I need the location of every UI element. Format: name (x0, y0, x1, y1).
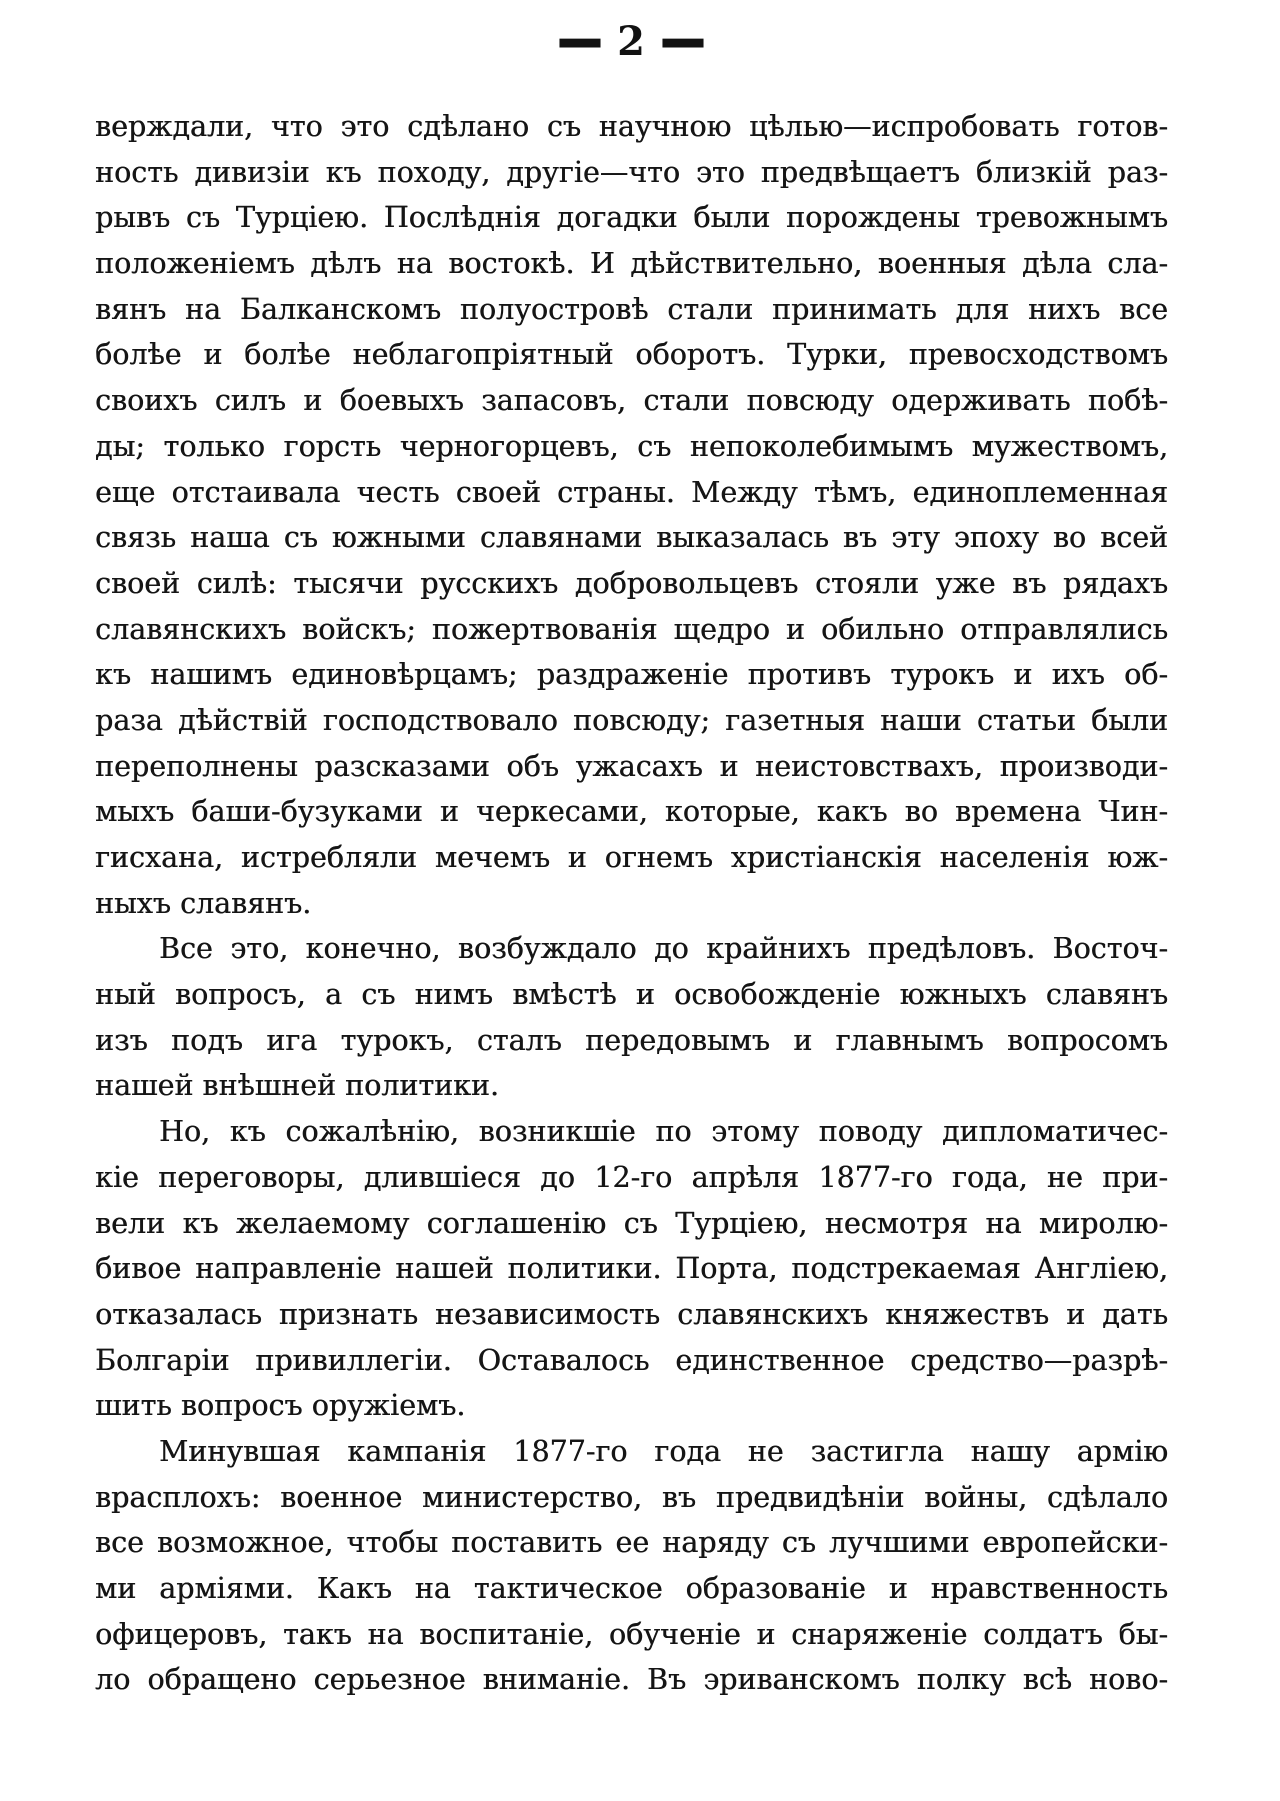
text-line: раза дѣйствій господствовало повсюду; газетныя наши статьи были (95, 703, 1168, 737)
text-line: кіе переговоры, длившіеся до 12-го апрѣля 1877-го года, не при- (95, 1160, 1168, 1194)
text-line: ныхъ славянъ. (95, 886, 312, 920)
text-line: врасплохъ: военное министерство, въ предвидѣніи войны, сдѣлало (95, 1480, 1168, 1514)
text-line: къ нашимъ единовѣрцамъ; раздраженіе противъ турокъ и ихъ об- (95, 658, 1168, 692)
page-header (95, 0, 1168, 83)
header-rule-left: — (557, 0, 604, 83)
text-line: ность дивизіи къ походу, другіе—что это предвѣщаетъ близкій раз- (95, 155, 1168, 189)
text-line: отказалась признать независимость славянскихъ княжествъ и дать (95, 1297, 1168, 1331)
text-line: Все это, конечно, возбуждало до крайнихъ предѣловъ. Восточ- (159, 932, 1168, 966)
page-number: 2 (617, 18, 646, 65)
text-line: еще отстаивала честь своей страны. Между тѣмъ, единоплеменная (95, 475, 1168, 509)
text-line: изъ подъ ига турокъ, сталъ передовымъ и главнымъ вопросомъ (95, 1023, 1168, 1057)
text-line: нашей внѣшней политики. (95, 1069, 499, 1103)
text-line: переполнены разсказами объ ужасахъ и неистовствахъ, производи- (95, 749, 1168, 783)
text-line: ми арміями. Какъ на тактическое образованіе и нравственность (95, 1572, 1168, 1605)
text-line: верждали, что это сдѣлано съ научною цѣлью—испробовать готов- (95, 110, 1168, 143)
text-line: гисхана, истребляли мечемъ и огнемъ христіанскія населенія юж- (95, 841, 1168, 874)
text-line: вянъ на Балканскомъ полуостровѣ стали принимать для нихъ все (95, 292, 1168, 326)
text-line: Минувшая кампанія 1877-го года не застигла нашу армію (159, 1434, 1168, 1468)
text-line: офицеровъ, такъ на воспитаніе, обученіе и снаряженіе солдатъ бы- (95, 1617, 1168, 1651)
page-body (95, 104, 1168, 1703)
text-line: положеніемъ дѣлъ на востокѣ. И дѣйствительно, военныя дѣла сла- (95, 247, 1168, 281)
text-line: рывъ съ Турціею. Послѣднія догадки были порождены тревожнымъ (95, 201, 1168, 235)
text-line: связь наша съ южными славянами выказалась въ эту эпоху во всей (95, 521, 1168, 555)
text-line: Но, къ сожалѣнію, возникшіе по этому поводу дипломатичес- (159, 1115, 1168, 1149)
text-line: Болгаріи привиллегіи. Оставалось единственное средство—разрѣ- (95, 1343, 1168, 1377)
text-line: ды; только горсть черногорцевъ, съ непоколебимымъ мужествомъ, (95, 429, 1168, 463)
text-line: мыхъ баши-бузуками и черкесами, которые, какъ во времена Чин- (95, 795, 1168, 829)
text-line: шить вопросъ оружіемъ. (95, 1389, 466, 1423)
text-line: ло обращено серьезное вниманіе. Въ эриванскомъ полку всѣ ново- (95, 1663, 1168, 1697)
text-line: своей силѣ: тысячи русскихъ добровольцевъ стояли уже въ рядахъ (95, 566, 1168, 600)
header-rule-right: — (659, 0, 706, 83)
text-line: ный вопросъ, а съ нимъ вмѣстѣ и освобожденіе южныхъ славянъ (95, 978, 1168, 1012)
text-line: болѣе и болѣе неблагопріятный оборотъ. Турки, превосходствомъ (95, 338, 1168, 372)
text-line: все возможное, чтобы поставить ее наряду съ лучшими европейски- (95, 1526, 1168, 1560)
text-line: славянскихъ войскъ; пожертвованія щедро и обильно отправлялись (95, 612, 1168, 646)
text-line: вели къ желаемому соглашенію съ Турціею, несмотря на миролю- (95, 1206, 1168, 1240)
text-line: своихъ силъ и боевыхъ запасовъ, стали повсюду одерживать побѣ- (95, 384, 1168, 418)
text-line: бивое направленіе нашей политики. Порта, подстрекаемая Англіею, (95, 1252, 1168, 1286)
